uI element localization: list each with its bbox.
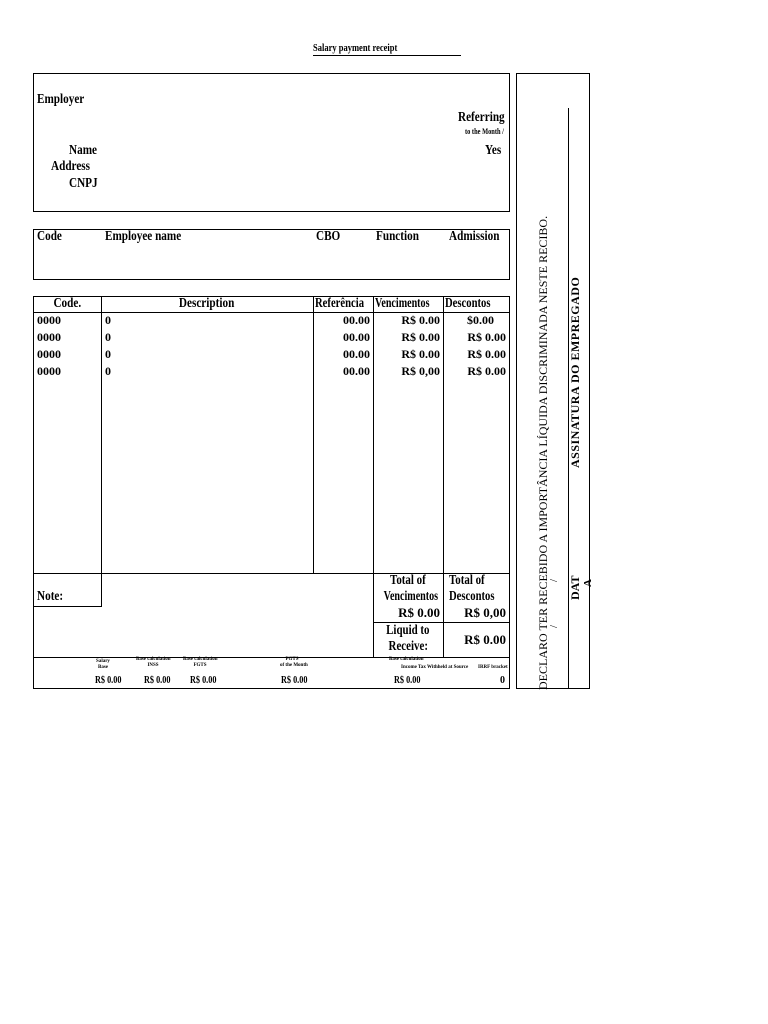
header-referencia: Referência [315,296,365,311]
fgts-month-label: FGTS of the Month [280,657,308,668]
row-3-venc: R$ 0.00 [401,347,440,361]
salary-base-label: Salary Base [96,659,110,670]
row-1-code: 0000 [37,313,61,327]
row-2-descontos: R$ 0.00 [467,330,506,344]
date-slash-1: / [548,624,560,628]
fgts-base-label: Base calculation FGTS [183,657,218,668]
liquid-label: Liquid to Receive: [386,623,430,654]
employee-name-label: Employee name [105,229,182,244]
col-divider-code [101,296,102,607]
row-3-desc: 0 [105,347,111,361]
irrf-bracket-label: IRRF bracket [478,665,508,670]
row-1-ref: 00.00 [343,313,370,327]
name-label: Name [69,143,97,158]
date-label: DAT [568,575,582,600]
total-venc-label: Total of Vencimentos [383,573,439,604]
row-1-desc: 0 [105,313,111,327]
total-desc-value: R$ 0,00 [464,605,506,620]
yes-label: Yes [485,143,502,158]
inss-base-value: R$ 0.00 [144,675,171,686]
referring-label: Referring [458,110,505,125]
row-2-desc: 0 [105,330,111,344]
row-2-code: 0000 [37,330,61,344]
function-label: Function [376,229,419,244]
cnpj-label: CNPJ [69,176,98,191]
salary-base-value: R$ 0.00 [95,675,122,686]
total-desc-label: Total of Descontos [449,573,495,604]
row-3-ref: 00.00 [343,347,370,361]
row-4-descontos: R$ 0.00 [467,364,506,378]
row-2-ref: 00.00 [343,330,370,344]
title-underline [313,55,461,56]
row-4-desc: 0 [105,364,111,378]
declaration-text: DECLARO TER RECEBIDO A IMPORTÂNCIA LÍQUIDA DISCRIMINADA NESTE RECIBO. [536,215,550,690]
admission-label: Admission [449,229,500,244]
address-label: Address [51,159,91,174]
employer-label: Employer [37,92,85,107]
date-slash-2: / [548,578,560,582]
employee-code-label: Code [37,229,62,244]
row-2-venc: R$ 0.00 [401,330,440,344]
row-4-ref: 00.00 [343,364,370,378]
row-3-descontos: R$ 0.00 [467,347,506,361]
row-1-venc: R$ 0.00 [401,313,440,327]
row-3-code: 0000 [37,347,61,361]
irrf-base-title: Base calculation [389,657,424,662]
row-4-venc: R$ 0,00 [401,364,440,378]
row-1-descontos: $0.00 [467,313,494,327]
irrf-base-value: R$ 0.00 [394,675,421,686]
fgts-month-value: R$ 0.00 [281,675,308,686]
note-bottom-divider [33,606,101,607]
date-label-continued: A [582,579,594,587]
page-title: Salary payment receipt [313,43,398,54]
note-label: Note: [37,589,64,604]
irrf-base-subtitle: Income Tax Withheld at Source [401,665,469,670]
total-venc-value: R$ 0.00 [398,605,440,620]
header-vencimentos: Vencimentos [375,296,430,311]
header-descontos: Descontos [445,296,491,311]
signature-label: ASSINATURA DO EMPREGADO [568,276,582,468]
header-description: Description [179,296,235,311]
inss-base-label: Base calculation INSS [136,657,171,668]
irrf-bracket-value: 0 [500,675,505,686]
liquid-value: R$ 0.00 [464,632,506,647]
footer-divider [33,657,510,658]
cbo-label: CBO [316,229,341,244]
header-code: Code. [53,296,81,311]
fgts-base-value: R$ 0.00 [190,675,217,686]
row-4-code: 0000 [37,364,61,378]
month-label: to the Month / [465,127,504,136]
